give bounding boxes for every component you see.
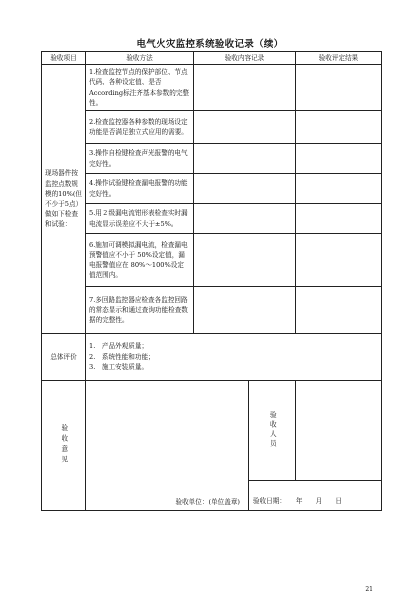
acceptance-date-label: 验收日期： 年 月 日 — [253, 496, 343, 505]
method-item-4: 4.操作试验键检查漏电报警的功能完好性。 — [86, 174, 194, 204]
table-row — [42, 144, 382, 174]
header-project: 验收项目 — [42, 52, 86, 65]
opinion-content-cell[interactable] — [86, 381, 249, 511]
method-item-5: 5.用２级漏电流钳形表检查实时漏电流显示误差应不大于±5%。 — [86, 204, 194, 234]
record-cell-6[interactable] — [194, 234, 296, 287]
record-cell-5[interactable] — [194, 204, 296, 234]
person-label-cell — [249, 381, 296, 481]
header-method: 验收方法 — [86, 52, 194, 65]
table-row — [42, 65, 382, 111]
summary-line-2: 2. 系统性能和功能； — [89, 352, 155, 361]
summary-row — [42, 334, 382, 381]
opinion-label: 验收意见 — [59, 424, 68, 467]
document-title: 电气火灾监控系统验收记录（续） — [136, 39, 284, 50]
acceptance-person-label: 验收人员 — [268, 411, 277, 450]
header-result: 验收评定结果 — [296, 52, 382, 65]
inspection-scope-label: 现场器件按监控点数规模的10%(但不少于5点）做如下检查和试验： — [42, 65, 86, 334]
summary-line-3: 3. 施工安装质量。 — [89, 363, 149, 372]
table-row — [42, 287, 382, 334]
record-cell-4[interactable] — [194, 174, 296, 204]
method-item-3: 3.操作自检键检查声光报警的电气完好性。 — [86, 144, 194, 174]
opinion-label-cell — [42, 381, 86, 511]
method-item-7: 7.多回路监控器应检查各监控回路的常态显示和通过查询功能检查数据的完整性。 — [86, 287, 194, 334]
method-item-1: 1.检查监控节点的保护部位、节点代码、各种设定值、是否According标注齐基本参数的完整性。 — [86, 65, 194, 111]
summary-line-1: 1. 产品外观质量； — [89, 342, 149, 351]
header-record: 验收内容记录 — [194, 52, 296, 65]
table-row — [42, 111, 382, 144]
record-cell-2[interactable] — [194, 111, 296, 144]
table-header-row — [42, 52, 382, 65]
record-cell-1[interactable] — [194, 65, 296, 111]
table-row — [42, 174, 382, 204]
acceptance-person-signature[interactable] — [296, 381, 382, 481]
acceptance-record-table — [41, 51, 382, 511]
record-cell-7[interactable] — [194, 287, 296, 334]
method-item-6: 6.施加可调模拟漏电流，检查漏电预警值应不小于 50%设定值，漏电报警值应在 80%～100%设定值范围内。 — [86, 234, 194, 287]
result-cell-3[interactable] — [296, 144, 382, 174]
opinion-row — [42, 381, 382, 481]
record-cell-3[interactable] — [194, 144, 296, 174]
result-cell-4[interactable] — [296, 174, 382, 204]
summary-label: 总体评价 — [42, 334, 86, 381]
acceptance-date-cell[interactable] — [249, 481, 382, 511]
result-cell-5[interactable] — [296, 204, 382, 234]
result-cell-7[interactable] — [296, 287, 382, 334]
result-cell-1[interactable] — [296, 65, 382, 111]
result-cell-6[interactable] — [296, 234, 382, 287]
table-row — [42, 234, 382, 287]
accepting-unit-stamp-label: 验收单位：(单位盖章) — [175, 497, 240, 506]
result-cell-2[interactable] — [296, 111, 382, 144]
method-item-2: 2.检查监控器各种参数的现场设定功能是否满足独立式应用的需要。 — [86, 111, 194, 144]
table-row — [42, 204, 382, 234]
page-number: 21 — [365, 586, 373, 593]
summary-items — [86, 334, 382, 381]
